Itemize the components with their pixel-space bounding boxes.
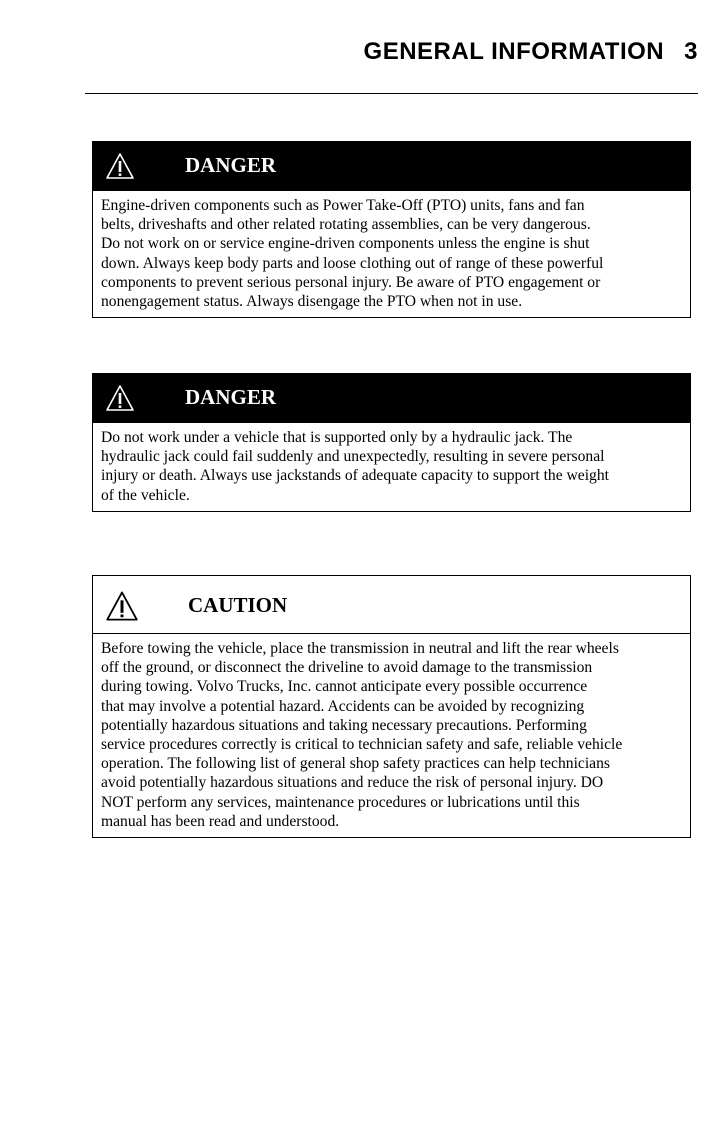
warning-triangle-icon [105,152,135,180]
notice-text-line: potentially hazardous situations and taking necessary precautions. Performing [101,716,587,734]
notice-header [93,142,690,191]
notice-text-line: during towing. Volvo Trucks, Inc. cannot anticipate every possible occurrence [101,678,588,696]
danger-notice-jack [92,373,691,512]
notice-body [93,191,690,317]
notice-text-line: that may involve a potential hazard. Accidents can be avoided by recognizing [101,697,585,715]
warning-triangle-icon [105,590,139,622]
notice-text-line: down. Always keep body parts and loose clothing out of range of these powerful [101,254,604,272]
notice-body [93,634,690,837]
notice-text-line: avoid potentially hazardous situations and reduce the risk of personal injury. DO [101,774,604,792]
caution-notice-towing [92,575,691,838]
page-header [85,36,698,94]
notice-text-line: manual has been read and understood. [101,812,340,830]
notice-label: DANGER [185,385,277,409]
notice-text-line: Engine-driven components such as Power Take-Off (PTO) units, fans and fan [101,197,585,214]
section-title: GENERAL INFORMATION [363,38,665,65]
warning-triangle-icon [105,384,135,412]
notice-text-line: Before towing the vehicle, place the transmission in neutral and lift the rear wheels [101,640,619,657]
notice-text-line: Do not work under a vehicle that is supported only by a hydraulic jack. The [101,429,573,446]
notice-label: DANGER [185,153,277,177]
page-number: 3 [684,38,698,65]
notice-header [93,374,690,423]
notice-text-line: off the ground, or disconnect the driveline to avoid damage to the transmission [101,659,593,677]
notice-label: CAUTION [188,593,288,617]
notice-text-line: operation. The following list of general shop safety practices can help technicians [101,755,610,773]
notice-text-line: NOT perform any services, maintenance procedures or lubrications until this [101,793,580,811]
notice-text-line: service procedures correctly is critical to technician safety and safe, reliable vehicle [101,736,623,754]
notice-body [93,423,690,511]
notice-text-line: hydraulic jack could fail suddenly and unexpectedly, resulting in severe personal [101,448,605,466]
page-title [364,38,698,66]
notice-text-line: of the vehicle. [101,486,190,504]
notice-text-line: Do not work on or service engine-driven components unless the engine is shut [101,235,590,253]
danger-notice-pto [92,141,691,318]
notice-text-line: components to prevent serious personal injury. Be aware of PTO engagement or [101,273,601,291]
notice-text-line: nonengagement status. Always disengage the PTO when not in use. [101,293,523,311]
notice-text-line: belts, driveshafts and other related rotating assemblies, can be very dangerous. [101,216,591,234]
notice-header [93,576,690,634]
notice-text-line: injury or death. Always use jackstands of adequate capacity to support the weight [101,467,609,485]
